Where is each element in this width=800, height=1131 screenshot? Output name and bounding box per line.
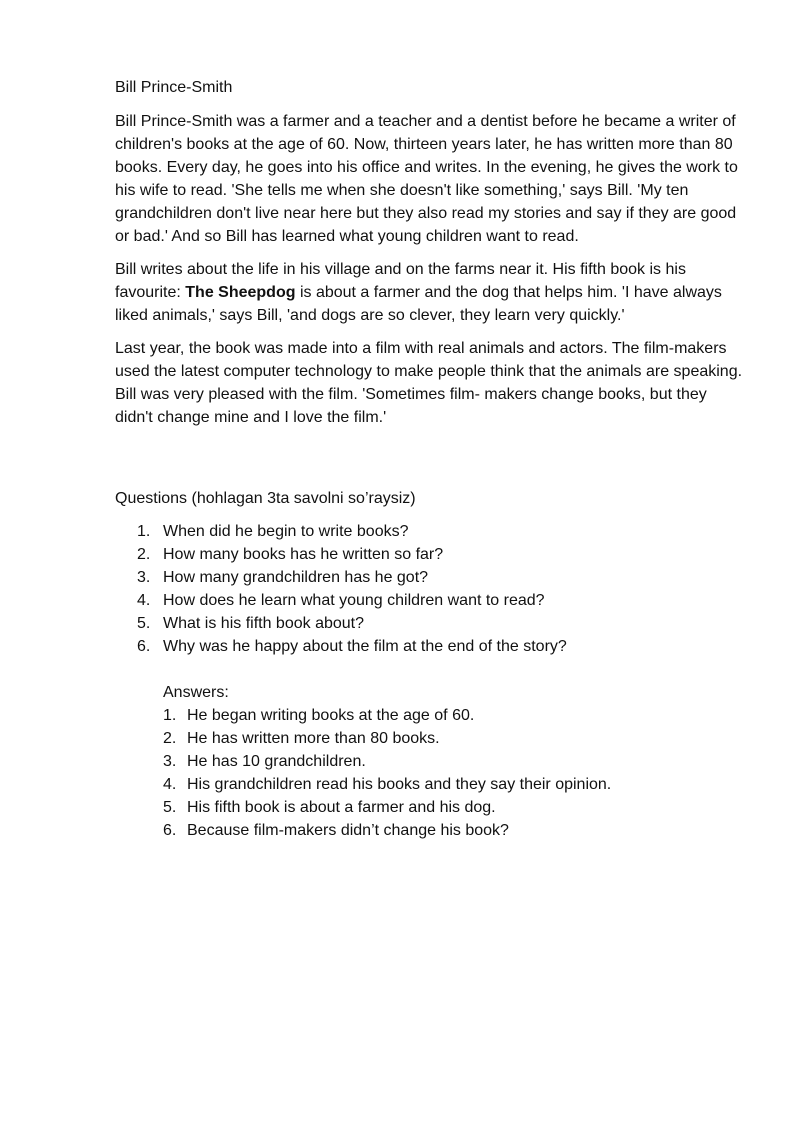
- question-number: 3.: [137, 569, 151, 586]
- paragraph-3: Last year, the book was made into a film with real animals and actors. The film-makers used the latest computer technology to make people think that the animals are speaking. Bill was very pleased with the film. 'Sometimes film- makers change books, but they didn't change mine and I love the film.': [115, 340, 743, 426]
- paragraph-2-end: is about a farmer and the dog that helps him. 'I have always liked animals,' says Bill, 'and dogs are so clever, they learn very quickly.': [115, 284, 722, 324]
- answer-number: 2.: [163, 730, 177, 747]
- question-item: [115, 589, 747, 612]
- answer-number: 1.: [163, 707, 177, 724]
- question-number: 4.: [137, 592, 151, 609]
- answer-text: He began writing books at the age of 60.: [187, 707, 475, 724]
- answer-number: 4.: [163, 776, 177, 793]
- paragraph-2: [115, 258, 747, 327]
- spacer: [115, 439, 747, 487]
- question-item: [115, 566, 747, 589]
- question-number: 6.: [137, 638, 151, 655]
- question-item: [115, 543, 747, 566]
- answer-item: [163, 727, 747, 750]
- answer-text: His fifth book is about a farmer and his dog.: [187, 799, 496, 816]
- answer-item: [163, 796, 747, 819]
- answer-item: [163, 704, 747, 727]
- question-text: What is his fifth book about?: [163, 615, 364, 632]
- question-number: 1.: [137, 523, 151, 540]
- paragraph-2-start: Bill writes about the life in his village and on the farms near it. His fifth book is his favourite:: [115, 261, 686, 301]
- answer-number: 6.: [163, 822, 177, 839]
- book-title: The Sheepdog: [185, 284, 296, 301]
- question-text: How many books has he written so far?: [163, 546, 444, 563]
- answer-item: [163, 819, 747, 842]
- answer-text: He has written more than 80 books.: [187, 730, 440, 747]
- question-item: [115, 612, 747, 635]
- question-text: When did he begin to write books?: [163, 523, 409, 540]
- questions-list: [115, 520, 747, 658]
- question-number: 5.: [137, 615, 151, 632]
- answers-heading: Answers:: [163, 684, 229, 701]
- question-text: How many grandchildren has he got?: [163, 569, 429, 586]
- answer-number: 5.: [163, 799, 177, 816]
- paragraph-1: Bill Prince-Smith was a farmer and a teacher and a dentist before he became a writer of children's books at the age of 60. Now, thirteen years later, he has written more than 80 books. Every day, he goes into his office and writes. In the evening, he gives the work to his wife to read. 'She tells me when she doesn't like something,' says Bill. 'My ten grandchildren don't live near here but they also read my stories and say if they are good or bad.' And so Bill has learned what young children want to read.: [115, 113, 738, 245]
- question-text: Why was he happy about the film at the end of the story?: [163, 638, 567, 655]
- answer-item: [163, 773, 747, 796]
- question-item: [115, 520, 747, 543]
- answer-text: Because film-makers didn’t change his book?: [187, 822, 509, 839]
- document-page: [115, 76, 747, 842]
- questions-heading: Questions (hohlagan 3ta savolni so’raysiz): [115, 490, 416, 507]
- question-text: How does he learn what young children want to read?: [163, 592, 545, 609]
- answer-number: 3.: [163, 753, 177, 770]
- question-item: [115, 635, 747, 658]
- answers-list: [163, 704, 747, 842]
- question-number: 2.: [137, 546, 151, 563]
- answer-text: He has 10 grandchildren.: [187, 753, 366, 770]
- answer-text: His grandchildren read his books and they say their opinion.: [187, 776, 612, 793]
- answer-item: [163, 750, 747, 773]
- document-title: Bill Prince-Smith: [115, 79, 233, 96]
- answers-block: [115, 681, 747, 842]
